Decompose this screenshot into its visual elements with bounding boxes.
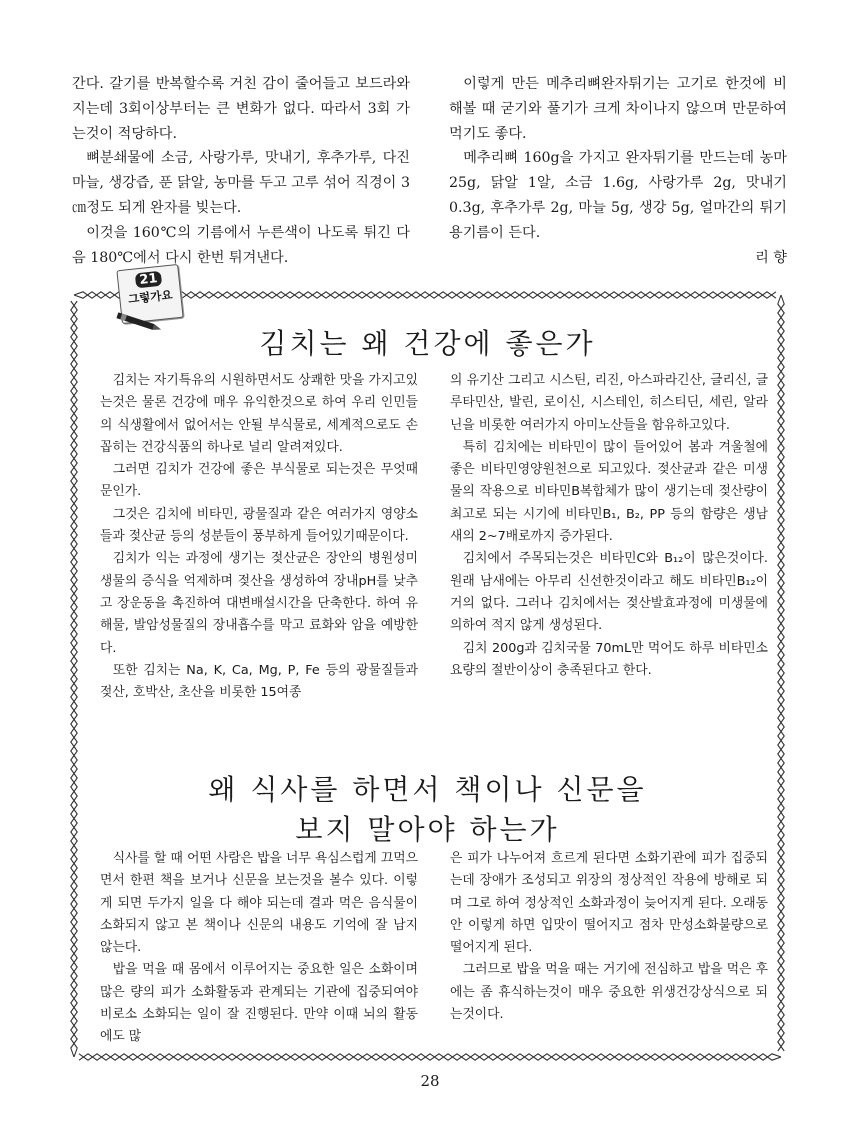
paragraph: 이렇게 만든 메추리뼈완자튀기는 고기로 한것에 비해볼 때 굳기와 풀기가 크게 차이나지 않으며 만문하여 먹기도 좋다. [449,76,787,142]
paragraph: 김치 200g과 김치국물 70mL만 먹어도 하루 비타민소요량의 절반이상이 충족된다고 한다. [450,640,768,678]
article-title: 김치는 왜 건강에 좋은가 [259,327,596,360]
paragraph: 이것을 160℃의 기름에서 누른색이 나도록 튀긴 다음 180℃에서 다시 한번 튀겨낸다. [72,224,410,266]
top-article [72,72,787,270]
paragraph: 간다. 갈기를 반복할수록 거친 감이 줄어들고 보드라와지는데 3회이상부터는 큰 변화가 없다. 따라서 3회 가는것이 적당하다. [72,76,410,142]
author-name: 리 향 [755,249,787,266]
paragraph: 밥을 먹을 때 몸에서 이루어지는 중요한 일은 소화이며 많은 량의 피가 소화활동과 관계되는 기관에 집중되여야 비로소 소화되는 일이 잘 진행된다. 만약 이때 뇌의 활동에도 많 [100,962,418,1045]
paragraph: 메추리뼈 160g을 가지고 완자튀기를 만드는데 농마 25g, 닭알 1알, 소금 1.6g, 사랑가루 2g, 맛내기 0.3g, 후추가루 2g, 마늘 5g, 생강 5g, 얼마간의 튀기용기름이 든다. [449,150,787,241]
border-zigzag-line [79,1054,781,1060]
badge-number: 21 [135,271,162,289]
paragraph: 그것은 김치에 비타민, 광물질과 같은 여러가지 영양소들과 젖산균 등의 성분들이 풍부하게 들어있기때문이다. [100,506,418,545]
article-body [100,848,768,1049]
top-article-right-column [449,72,787,270]
paragraph: 뼈분쇄물에 소금, 사랑가루, 맛내기, 후추가루, 다진 마늘, 생강즙, 푼 닭알, 농마를 두고 고루 섞어 직경이 3㎝정도 되게 완자를 빚는다. [72,150,410,216]
paragraph: 김치가 익는 과정에 생기는 젖산균은 장안의 병원성미생물의 증식을 억제하며 젖산을 생성하여 장내pH를 낮추고 장운동을 촉진하여 대변배설시간을 단축한다. 하여 유해물, 발암성물질의 장내흡수를 막고 료화와 암을 예방한다. [100,551,418,656]
paragraph: 의 유기산 그리고 시스틴, 리진, 아스파라긴산, 글리신, 글루타민산, 발린, 로이신, 시스테인, 히스티딘, 세린, 알라닌을 비롯한 여러가지 아미노산들을 함유하고있다. [450,373,768,433]
article-title-line-2: 보지 말아야 하는가 [295,813,560,846]
border-zigzag-line [71,301,77,1057]
badge-label: 그렇가요 [127,287,174,307]
article-right-column [450,370,768,704]
page-number: 28 [420,1072,440,1090]
paragraph: 그러므로 밥을 먹을 때는 거기에 전심하고 밥을 먹은 후에는 좀 휴식하는것이 매우 중요한 위생건강상식으로 되는것이다. [450,962,768,1023]
article-left-column [100,848,418,1049]
article-body [100,370,768,704]
article-right-column [450,848,768,1049]
article-left-column [100,370,418,704]
paragraph: 또한 김치는 Na, K, Ca, Mg, P, Fe 등의 광물질들과 젖산, 호박산, 초산을 비롯한 15여종 [100,662,418,701]
border-zigzag-line [778,295,784,1051]
paragraph: 은 피가 나누어져 흐르게 된다면 소화기관에 피가 집중되는데 장애가 조성되고 위장의 정상적인 작용에 방해로 되며 그로 하여 정상적인 소화과정이 늦어지게 된다. 오래동안 이렇게 하면 입맛이 떨어지고 점차 만성소화불량으로 떨어지게 된다. [450,851,768,956]
paragraph: 김치는 자기특유의 시원하면서도 상쾌한 맛을 가지고있는것은 물론 건강에 매우 유익한것으로 하여 우리 인민들의 식생활에서 없어서는 안될 부식물로, 세계적으로도 손꼽히는 건강식품의 하나로 널리 알려져있다. [100,373,418,455]
top-article-left-column [72,72,410,270]
paragraph: 특히 김치에는 비타민이 많이 들어있어 봄과 겨울철에 좋은 비타민영양원천으로 되고있다. 젖산균과 같은 미생물의 작용으로 비타민B복합체가 많이 생기는데 젖산량이 최고로 되는 시기에 비타민B₁, B₂, PP 등의 함량은 생남새의 2~7배로까지 증가된다. [450,439,768,545]
border-zigzag-line [79,1054,781,1060]
paragraph: 그러면 김치가 건강에 좋은 부식물로 되는것은 무엇때문인가. [100,462,418,500]
paragraph: 김치에서 주목되는것은 비타민C와 B₁₂이 많은것이다. 원래 남새에는 아무리 신선한것이라고 해도 비타민B₁₂이 거의 없다. 그러나 김치에서는 젖산발효과정에 미생물에 의하여 적지 않게 생성된다. [450,551,768,634]
paragraph: 식사를 할 때 어떤 사람은 밥을 너무 욕심스럽게 끄먹으면서 한편 책을 보거나 신문을 보는것을 볼수 있다. 이렇게 되면 두가지 일을 다 해야 되는데 결과 먹은 음식물이 소화되지 않고 본 책이나 신문의 내용도 기억에 잘 남지 않는다. [100,851,418,956]
article-title: 왜 식사를 하면서 책이나 신문을 [208,773,647,806]
